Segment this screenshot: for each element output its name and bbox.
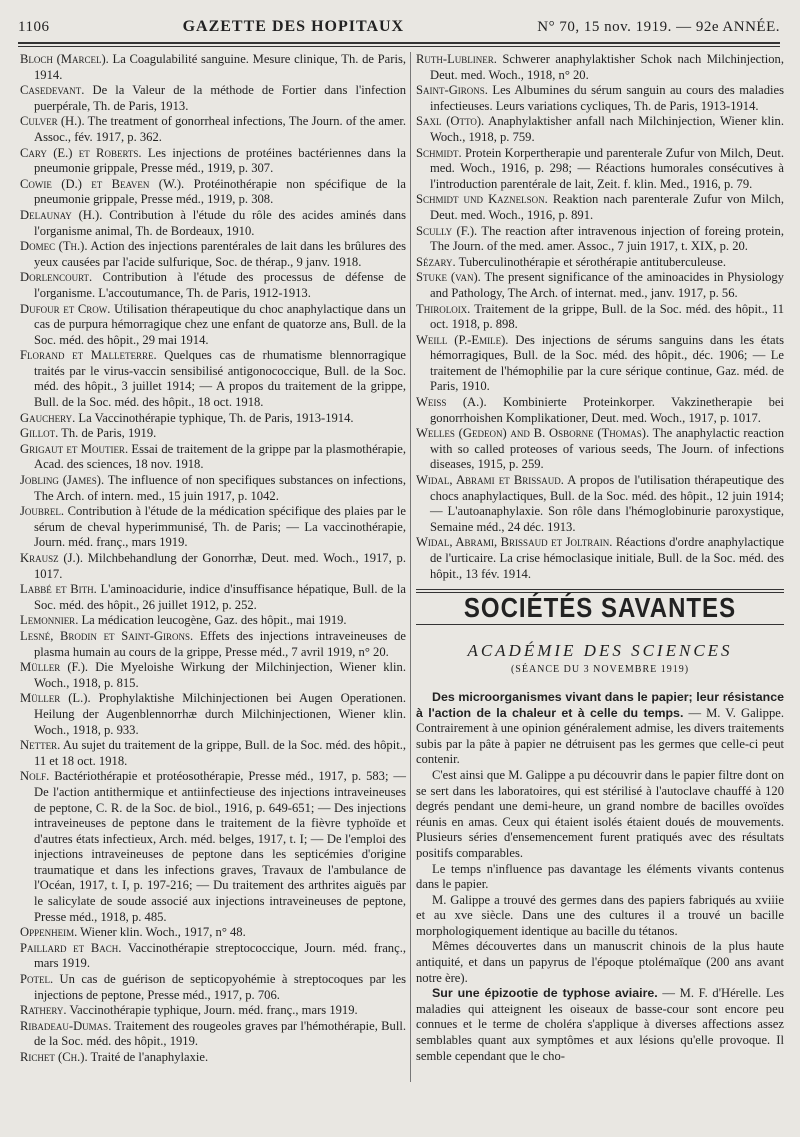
reference-text: Th. de Paris, 1919.: [58, 426, 157, 441]
reference-text: The present significance of the aminoacides in Physiology and Pathology, The Arch. of internat. med., janv. 1917, p. 56.: [430, 270, 784, 300]
reference-entry: [416, 535, 784, 582]
reference-entry: [20, 302, 406, 349]
reference-author: Paillard et Bach.: [20, 940, 122, 955]
column-divider: [410, 52, 411, 1082]
reference-entry: [20, 504, 406, 551]
article-text: Le temps n'influence pas davantage les éléments vivants contenus dans le papier.: [416, 861, 784, 892]
reference-entry: [20, 239, 406, 270]
reference-author: Gillot.: [20, 426, 59, 441]
reference-author: Rathery.: [20, 1003, 67, 1018]
reference-text: La médication leucogène, Gaz. des hôpit., mai 1919.: [78, 613, 347, 628]
reference-text: The reaction after intravenous injection of foreing protein, The Journ. of the med. amer. Assoc., 7 juin 1917, t. XIX, p. 20.: [430, 223, 784, 254]
reference-entry: [416, 114, 784, 145]
article-text: — M. F. d'Hérelle. Les maladies qui atteignent les oiseaux de basse-cour sont encore peu connues et le terme de choléra s'applique à diverses affections assez semblables quant aux symptômes et aux lésions qu'elle provoque. Il semble cependant que le cho-: [416, 986, 784, 1063]
reference-entry: [20, 114, 406, 145]
section-rule-top: [416, 589, 784, 590]
reference-text: L'aminoacidurie, indice d'insuffisance hépatique, Bull. de la Soc. méd. des hôpit., 26 juillet 1912, p. 252.: [34, 582, 406, 612]
reference-author: Dorlencourt.: [20, 270, 93, 285]
reference-author: Grigaut et Moutier.: [20, 441, 129, 456]
reference-entry: [416, 426, 784, 473]
article-paragraph: [416, 986, 784, 1064]
left-column: [20, 52, 406, 1066]
reference-entry: [416, 302, 784, 333]
reference-text: Traité de l'anaphylaxie.: [87, 1050, 209, 1064]
reference-author: Welles (Gedeon) and B. Osborne (Thomas).: [416, 426, 650, 441]
reference-entry: [20, 442, 406, 473]
reference-text: Contribution à l'étude des processus de défense de l'organisme. L'accoutumance, Th. de Paris, 1912-1913.: [34, 270, 406, 300]
reference-author: Gauchery.: [20, 410, 76, 425]
reference-author: Cowie (D.) et Beaven (W.).: [20, 176, 185, 191]
article-paragraph: [416, 939, 784, 986]
reference-text: Schwerer anaphylaktisher Schok nach Milchinjection, Deut. med. Woch., 1918, n° 20.: [430, 52, 784, 82]
reference-entry: [416, 333, 784, 395]
reference-text: Wiener klin. Woch., 1917, n° 48.: [77, 925, 246, 940]
reference-text: Les Albumines du sérum sanguin au cours des maladies infectieuses. Leurs variations cycliques, Th. de Paris, 1913-1914.: [430, 83, 784, 113]
reference-author: Müller (L.).: [20, 691, 91, 706]
article-text: M. Galippe a trouvé des germes dans des papiers fabriqués au xviiie et au xve siècle. Dans une des cultures il a trouvé un bacille morphologiquement identique au bacille du tétanos.: [416, 892, 784, 938]
reference-entry: [20, 941, 406, 972]
bibliography-right: [416, 52, 784, 582]
header-rule: [18, 42, 780, 44]
reference-text: Tuberculinothérapie et sérothérapie antituberculeuse.: [455, 254, 726, 269]
reference-text: Utilisation thérapeutique du choc anaphylactique dans un cas de purpura hémorragique chez une enfant de quatorze ans, Bull. de la Soc. méd. des hôpit., 29 mai 1914.: [34, 301, 406, 347]
reference-author: Scully (F.).: [416, 223, 478, 238]
reference-entry: [20, 473, 406, 504]
reference-author: Delaunay (H.).: [20, 207, 103, 222]
reference-entry: [416, 255, 784, 271]
reference-author: Labbé et Bith.: [20, 582, 97, 597]
reference-text: Des injections de sérums sanguins dans les états hémorragiques, Bull. de la Soc. méd. des hôpit., déc. 1906; — Le traitement de l'hémophilie par la cure sérique continue, Gaz. méd. de Paris, 1910.: [430, 332, 784, 394]
reference-author: Casedevant.: [20, 83, 85, 98]
reference-author: Netter.: [20, 738, 61, 753]
reference-author: Lesné, Brodin et Saint-Girons.: [20, 628, 194, 643]
article-paragraph: [416, 862, 784, 893]
reference-text: Anaphylaktisher anfall nach Milchinjection, Wiener klin. Woch., 1918, p. 759.: [430, 114, 785, 144]
reference-entry: [20, 691, 406, 738]
reference-text: Traitement de la grippe, Bull. de la Soc. méd. des hôpit., 11 oct. 1918, p. 898.: [430, 301, 784, 332]
reference-author: Bloch (Marcel).: [20, 52, 109, 66]
reference-text: Vaccinothérapie typhique, Journ. méd. franç., mars 1919.: [66, 1003, 358, 1018]
reference-entry: [20, 613, 406, 629]
reference-author: Culver (H.).: [20, 114, 85, 129]
article-text: Mêmes découvertes dans un manuscrit chinois de la plus haute antiquité, et dans un papyrus de l'époque ptolémaïque (200 ans avant notre ère).: [416, 939, 784, 985]
reference-text: Reaktion nach parenterale Zufur von Milch, Deut. med. Woch., 1916, p. 891.: [430, 192, 784, 222]
reference-entry: [20, 426, 406, 442]
reference-entry: [20, 208, 406, 239]
reference-author: Stuke (van).: [416, 270, 481, 285]
reference-author: Widal, Abrami et Brissaud.: [416, 473, 564, 488]
reference-author: Ribadeau-Dumas.: [20, 1018, 112, 1033]
reference-entry: [20, 738, 406, 769]
reference-author: Weiss (A.).: [416, 395, 487, 410]
reference-text: De la Valeur de la méthode de Fortier dans l'infection puerpérale, Th. de Paris, 1913.: [34, 83, 406, 113]
reference-text: Die Myeloishe Wirkung der Milchinjection, Wiener klin. Woch., 1918, p. 815.: [34, 660, 406, 690]
reference-author: Oppenheim.: [20, 925, 78, 940]
reference-entry: [416, 52, 784, 83]
reference-author: Cary (E.) et Roberts.: [20, 145, 142, 160]
reference-text: The anaphylactic reaction with so called proteoses of various seeds, The Journ. of infections diseases, 1915, p. 259.: [430, 426, 784, 472]
article-heading: Sur une épizootie de typhose aviaire.: [432, 986, 658, 1001]
reference-author: Sézary.: [416, 254, 456, 269]
section-title: SOCIÉTÉS SAVANTES: [463, 593, 737, 625]
reference-text: Quelques cas de rhumatisme blennorragique traités par le virus-vaccin sensibilisé antigonococcique, Bull. de la Soc. méd. des hôpit., 3 juillet 1914; — A propos du traitement de la grippe, Bull. de la Soc. méd. des hôpit., 18 oct. 1918.: [34, 348, 406, 410]
article-heading: Des microorganismes vivant dans le papier; leur résistance à l'action de la chaleur et à celle du temps.: [416, 689, 784, 720]
reference-text: The treatment of gonorrheal infections, The Journ. of the amer. Assoc., fév. 1917, p. 362.: [34, 114, 406, 144]
reference-author: Schmidt und Kaznelson.: [416, 192, 548, 207]
reference-author: Florand et Malleterre.: [20, 348, 157, 363]
page-header: [18, 14, 780, 40]
reference-author: Saint-Girons.: [416, 83, 488, 98]
reference-text: Contribution à l'étude de la médication spécifique des plaies par le sérum de cheval hyperimmunisé, Th. de Paris; — La vaccinothérapie, Journ. méd. franç., mars 1919.: [34, 504, 406, 550]
reference-author: Potel.: [20, 972, 54, 987]
seance-date: (SÉANCE DU 3 NOVEMBRE 1919): [510, 664, 690, 676]
reference-author: Weill (P.-Emile).: [416, 332, 509, 347]
reference-entry: [416, 192, 784, 223]
reference-text: Au sujet du traitement de la grippe, Bull. de la Soc. méd. des hôpit., 11 et 18 oct. 1918.: [34, 738, 406, 768]
reference-text: Kombinierte Proteinkorper. Vakzinetherapie bei gonorrhoishen Komplikationer, Deut. med. Woch., 1917, p. 1017.: [430, 395, 785, 425]
reference-text: La Coagulabilité sanguine. Mesure clinique, Th. de Paris, 1914.: [34, 52, 406, 82]
reference-text: Milchbehandlung der Gonorrhæ, Deut. med. Woch., 1917, p. 1017.: [34, 551, 406, 581]
article-text: — M. V. Galippe. Contrairement à une opinion généralement admise, les divers traitements subis par la pâte à papier ne détruisent pas les germes que celle-ci peut contenir.: [416, 705, 784, 767]
reference-entry: [20, 972, 406, 1003]
reference-entry: [20, 83, 406, 114]
issue-info: N° 70, 15 nov. 1919. — 92e ANNÉE.: [537, 18, 780, 35]
reference-entry: [20, 660, 406, 691]
reference-text: Prophylaktishe Milchinjectionen bei Augen Operationen. Heilung der Augenblennorrhæ durch Milchinjectionen, Wiener klin. Woch., 1918, p. 933.: [34, 691, 407, 737]
reference-author: Ruth-Lubliner.: [416, 52, 497, 66]
reference-text: La Vaccinothérapie typhique, Th. de Paris, 1913-1914.: [75, 410, 354, 425]
journal-title: GAZETTE DES HOPITAUX: [182, 18, 405, 35]
reference-author: Saxl (Otto).: [416, 114, 485, 129]
reference-author: Richet (Ch.).: [20, 1050, 88, 1064]
reference-text: Effets des injections intraveineuses de plasma humain au cours de la grippe, Presse méd., 7 avril 1919, n° 20.: [34, 628, 407, 659]
article-paragraph: [416, 893, 784, 940]
reference-entry: [20, 146, 406, 177]
reference-entry: [20, 629, 406, 660]
reference-entry: [416, 395, 784, 426]
reference-entry: [20, 348, 406, 410]
reference-entry: [20, 925, 406, 941]
page-number: 1106: [18, 18, 50, 35]
reference-entry: [20, 177, 406, 208]
reference-entry: [20, 270, 406, 301]
reference-text: Bactériothérapie et protéosothérapie, Presse méd., 1917, p. 583; — De l'action antithermique et antiinfectieuse des injections intraveineuses de peptone, C. R. de la Soc. de biol., 1916, p. 649-651; — Des injections intraveineuses de peptone dans le traitement de la fièvre typhoïde et d'autres états infectieux, Arch. méd. belges, 1917, t. I; — De l'emploi des injections intraveineuses de peptone dans les septicémies d'origine traumatique et dans les infections graves, Travaux de l'ambulance de l'Océan, 1917, t. I, p. 197-216; — Du traitement des arthrites aiguës par le salicylate de soude associé aux injections intraveineuses de peptone, Presse méd., 1918, p. 485.: [34, 769, 406, 924]
bibliography-left: [20, 52, 406, 1066]
reference-text: Protein Korpertherapie und parenterale Zufur von Milch, Deut. med. Woch., 1916, p. 298; — Réactions humorales consécutives à l'introduction parentérale de lait, Zeit. f. klin. Med., 1916, p. 79.: [430, 145, 784, 191]
reference-text: Protéinothérapie non spécifique de la pneumonie grippale, Presse méd., 1919, p. 308.: [34, 176, 406, 207]
reference-author: Domec (Th.).: [20, 239, 88, 254]
reference-entry: [416, 146, 784, 193]
articles: [416, 690, 784, 1064]
reference-entry: [416, 473, 784, 535]
reference-text: Contribution à l'étude du rôle des acides aminés dans l'organisme animal, Th. de Bordeaux, 1910.: [34, 207, 406, 238]
reference-text: Réactions d'ordre anaphylactique de l'urticaire. La crise hémoclasique initiale, Bull. de la Soc. méd. des hôpit., 13 fév. 1914.: [430, 535, 784, 581]
reference-text: Essai de traitement de la grippe par la plasmothérapie, Acad. des sciences, 18 nov. 1918.: [34, 441, 406, 472]
article-text: C'est ainsi que M. Galippe a pu découvrir dans le papier filtre dont on se sert dans les laboratoires, qui est stérilisé à l'autoclave chauffé à 120 degrés pendant une demi-heure, un grand nombre de bacilles ovoïdes réunis en amas. Ceux qui étaient isolés étaient doués de mouvements. Plusieurs séries d'ensemencement furent pratiqués avec des résultats positifs comparables.: [416, 767, 784, 860]
academy-title: ACADÉMIE DES SCIENCES: [467, 640, 733, 660]
reference-author: Jobling (James).: [20, 473, 105, 488]
reference-author: Lemonnier.: [20, 613, 79, 628]
reference-text: A propos de l'utilisation thérapeutique des chocs anaphylactiques, Bull. de la Soc. méd. des hôpit., 12 juin 1914; — L'autoanaphylaxie. Son rôle dans l'hémoglobinurie paroxystique, Semaine méd., 24 déc. 1913.: [430, 473, 784, 534]
reference-entry: [20, 582, 406, 613]
reference-author: Krausz (J.).: [20, 551, 83, 565]
reference-entry: [416, 83, 784, 114]
reference-entry: [20, 52, 406, 83]
reference-entry: [20, 411, 406, 427]
reference-entry: [416, 224, 784, 255]
reference-author: Widal, Abrami, Brissaud et Joltrain.: [416, 535, 613, 550]
reference-author: Nolf.: [20, 769, 50, 784]
reference-text: Les injections de protéines bactériennes dans la pneumonie grippale, Presse méd., 1919, p. 307.: [34, 145, 406, 176]
reference-entry: [416, 270, 784, 301]
reference-author: Joubrel.: [20, 504, 65, 519]
reference-entry: [20, 1050, 406, 1066]
article-paragraph: [416, 690, 784, 768]
reference-entry: [20, 1003, 406, 1019]
article-paragraph: [416, 768, 784, 862]
reference-author: Thiroloix.: [416, 301, 471, 316]
reference-text: Vaccinothérapie streptococcique, Journ. méd. franç., mars 1919.: [34, 940, 406, 971]
reference-entry: [20, 551, 406, 582]
reference-author: Müller (F.).: [20, 660, 89, 675]
reference-text: Traitement des rougeoles graves par l'hémothérapie, Bull. de la Soc. méd. des hôpit., 1919.: [34, 1018, 406, 1049]
reference-text: Un cas de guérison de septicopyohémie à streptocoques par les injections de peptone, Presse méd., 1917, p. 706.: [34, 972, 406, 1002]
reference-author: Dufour et Crow.: [20, 301, 111, 316]
reference-text: Action des injections parentérales de lait dans les brûlures des yeux causées par l'acide sulfurique, Soc. de thérap., 9 janv. 1918.: [34, 239, 406, 269]
reference-author: Schmidt.: [416, 145, 462, 160]
reference-text: The influence of non specifiques substances on infections, The Arch. of intern. med., 15 juin 1917, p. 1042.: [34, 473, 406, 503]
reference-entry: [20, 1019, 406, 1050]
reference-entry: [20, 769, 406, 925]
header-rule-thin: [18, 46, 780, 47]
right-column: [416, 52, 784, 1064]
